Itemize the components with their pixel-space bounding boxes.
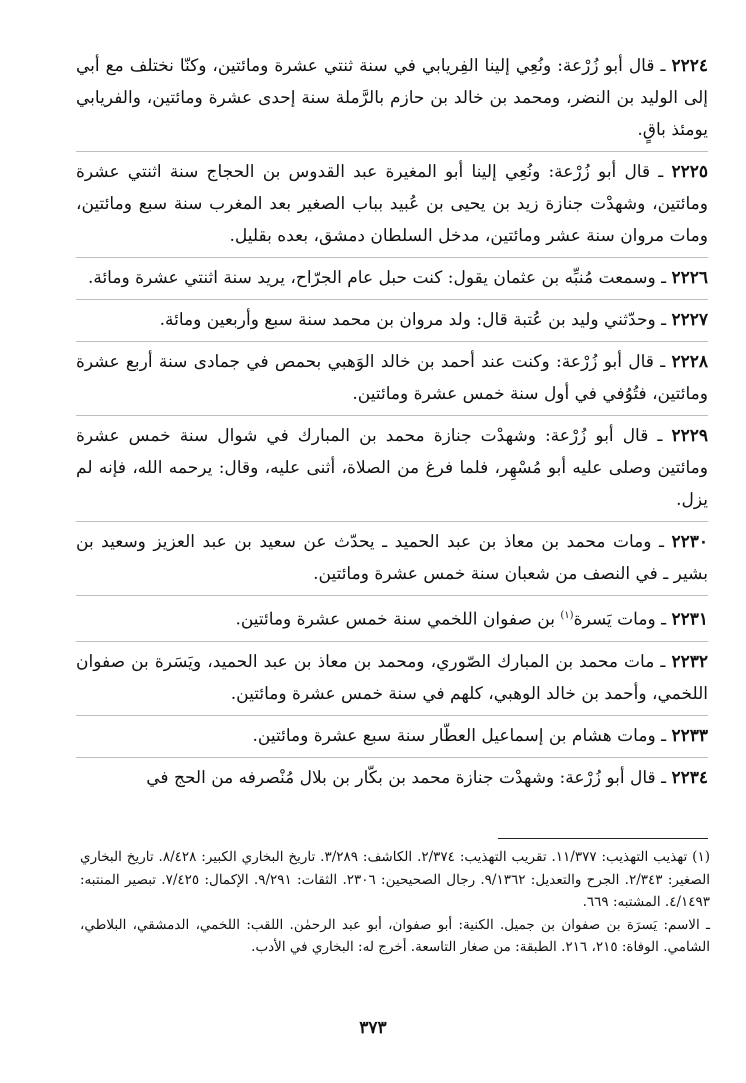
entry-2231: ٢٢٣١ ـ ومات يَسرة$^{(١)}$ بن صفوان اللخمي سنة خمس عشرة ومائتين. bbox=[76, 596, 708, 642]
entry-text: ومات محمد بن معاذ بن عبد الحميد ـ يحدّث عن سعيد بن عبد العزيز وسعيد بن بشير ـ في النصف من شعبان سنة خمس عشرة ومائتين. bbox=[76, 532, 708, 584]
footnote-sources: (١) تهذيب التهذيب: ١١/٣٧٧. تقريب التهذيب: ٢/٣٧٤. الكاشف: ٣/٢٨٩. تاريخ البخاري الكبير: ٨/٤٢٨. تاريخ البخاري الصغير: ٢/٣٤٣. الجرح والتعديل: ٩/١٣٦٢. رجال الصحيحين: ٢٣٠٦. الثقات: ٩/٢٩١. الإكمال: ٧/٤٢٥. تبصير المنتبه: ٤/١٤٩٣. المشتبه: ٦٦٩. bbox=[80, 849, 710, 910]
entry-2232: ٢٢٣٢ ـ مات محمد بن المبارك الصّوري، ومحمد بن معاذ بن عبد الحميد، ويَسَرة بن صفوان اللخمي، وأحمد بن خالد الوهبي، كلهم في سنة خمس عشرة ومائتين. bbox=[76, 642, 708, 716]
entry-number: ٢٢٢٤ bbox=[671, 56, 708, 76]
entry-number: ٢٢٢٩ bbox=[671, 426, 708, 446]
entry-text-tail: بن صفوان اللخمي سنة خمس عشرة ومائتين. bbox=[235, 609, 561, 630]
entry-number: ٢٢٣٠ bbox=[671, 532, 708, 552]
entry-text: قال أبو زُرْعة: ونُعِي إلينا أبو المغيرة عبد القدوس بن الحجاج سنة اثنتي عشرة ومائتين، وشهدْت جنازة زيد بن يحيى بن عُبيد بباب الصغير بعد المغرب سنة سبع ومائتين، ومات مروان سنة عشر ومائتين، مدخل السلطان دمشق، بعده بقليل. bbox=[76, 162, 708, 246]
entry-2229: ٢٢٢٩ ـ قال أبو زُرْعة: وشهدْت جنازة محمد بن المبارك في شوال سنة خمس عشرة ومائتين وصلى عليه أبو مُسْهِر، فلما فرغ من الصلاة، أثنى عليه، وقال: يرحمه الله، فإنه لم يزل. bbox=[76, 416, 708, 522]
entry-2227: ٢٢٢٧ ـ وحدّثني وليد بن عُتبة قال: ولد مروان بن محمد سنة سبع وأربعين ومائة. bbox=[76, 300, 708, 342]
entry-number: ٢٢٣٣ bbox=[671, 725, 708, 746]
entry-text: ومات يَسرة bbox=[573, 609, 656, 630]
entry-number: ٢٢٣٢ bbox=[671, 651, 708, 672]
entry-number: ٢٢٢٨ bbox=[671, 352, 708, 372]
entry-2230: ٢٢٣٠ ـ ومات محمد بن معاذ بن عبد الحميد ـ يحدّث عن سعيد بن عبد العزيز وسعيد بن بشير ـ في النصف من شعبان سنة خمس عشرة ومائتين. bbox=[76, 522, 708, 596]
entry-2224: ٢٢٢٤ ـ قال أبو زُرْعة: ونُعِي إلينا الفِريابي في سنة ثنتي عشرة ومائتين، وكنّا نختلف مع أبي إلى الوليد بن النضر، ومحمد بن خالد بن حازم بالرَّملة سنة إحدى عشرة ومائتين، والفريابي يومئذ باقٍ. bbox=[76, 46, 708, 152]
footnote-biography: ـ الاسم: يَسرَة بن صفوان بن جميل. الكنية: أبو صفوان، أبو عبد الرحمٰن. اللقب: اللخمي، الدمشقي، البلاطي، الشامي. الوفاة: ٢١٥، ٢١٦. الطبقة: من صغار التاسعة. أخرج له: البخاري في الأدب. bbox=[80, 916, 710, 955]
entry-text: وحدّثني وليد بن عُتبة قال: ولد مروان بن محمد سنة سبع وأربعين ومائة. bbox=[159, 310, 656, 330]
entry-text: وسمعت مُنبِّه بن عثمان يقول: كنت حبل عام الجرّاح، يريد سنة اثنتي عشرة ومائة. bbox=[87, 268, 656, 288]
entry-number: ٢٢٢٦ bbox=[671, 268, 708, 288]
entry-text: قال أبو زُرْعة: وشهدْت جنازة محمد بن بكّار بن بلال مُنْصرفه من الحج في bbox=[146, 767, 656, 788]
entry-text: قال أبو زُرْعة: وشهدْت جنازة محمد بن المبارك في شوال سنة خمس عشرة ومائتين وصلى عليه أبو مُسْهِر، فلما فرغ من الصلاة، أثنى عليه، وقال: يرحمه الله، فإنه لم يزل. bbox=[76, 426, 708, 510]
entry-2233: ٢٢٣٣ ـ ومات هشام بن إسماعيل العطّار سنة سبع عشرة ومائتين. bbox=[76, 716, 708, 758]
entry-2225: ٢٢٢٥ ـ قال أبو زُرْعة: ونُعِي إلينا أبو المغيرة عبد القدوس بن الحجاج سنة اثنتي عشرة ومائتين، وشهدْت جنازة زيد بن يحيى بن عُبيد بباب الصغير بعد المغرب سنة سبع ومائتين، ومات مروان سنة عشر ومائتين، مدخل السلطان دمشق، بعده بقليل. bbox=[76, 152, 708, 258]
entry-number: ٢٢٢٥ bbox=[671, 162, 708, 182]
entry-text: ومات هشام بن إسماعيل العطّار سنة سبع عشرة ومائتين. bbox=[252, 725, 656, 746]
entry-text: مات محمد بن المبارك الصّوري، ومحمد بن معاذ بن عبد الحميد، ويَسَرة بن صفوان اللخمي، وأحمد بن خالد الوهبي، كلهم في سنة خمس عشرة ومائتين. bbox=[76, 651, 708, 704]
entry-number: ٢٢٢٧ bbox=[671, 310, 708, 330]
main-text bbox=[76, 46, 708, 799]
entry-text: قال أبو زُرْعة: ونُعِي إلينا الفِريابي في سنة ثنتي عشرة ومائتين، وكنّا نختلف مع أبي إلى الوليد بن النضر، ومحمد بن خالد بن حازم بالرَّملة سنة إحدى عشرة ومائتين، والفريابي يومئذ باقٍ. bbox=[76, 56, 708, 140]
page-number: ٣٧٣ bbox=[359, 1018, 387, 1038]
entry-text: قال أبو زُرْعة: وكنت عند أحمد بن خالد الوَهبي بحمص في جمادى سنة أربع عشرة ومائتين، فتُوُفي في أول سنة خمس عشرة ومائتين. bbox=[76, 352, 708, 404]
entry-number: ٢٢٣٤ bbox=[671, 767, 708, 788]
entry-number: ٢٢٣١ bbox=[671, 609, 708, 630]
footnotes bbox=[80, 846, 710, 959]
entry-2228: ٢٢٢٨ ـ قال أبو زُرْعة: وكنت عند أحمد بن خالد الوَهبي بحمص في جمادى سنة أربع عشرة ومائتين، فتُوُفي في أول سنة خمس عشرة ومائتين. bbox=[76, 342, 708, 416]
footnote-divider bbox=[498, 838, 708, 839]
entry-2234: ٢٢٣٤ ـ قال أبو زُرْعة: وشهدْت جنازة محمد بن بكّار بن بلال مُنْصرفه من الحج في bbox=[146, 767, 708, 788]
entry-2226: ٢٢٢٦ ـ وسمعت مُنبِّه بن عثمان يقول: كنت حبل عام الجرّاح، يريد سنة اثنتي عشرة ومائة. bbox=[76, 258, 708, 300]
footnote-marker: (١) bbox=[560, 610, 574, 621]
